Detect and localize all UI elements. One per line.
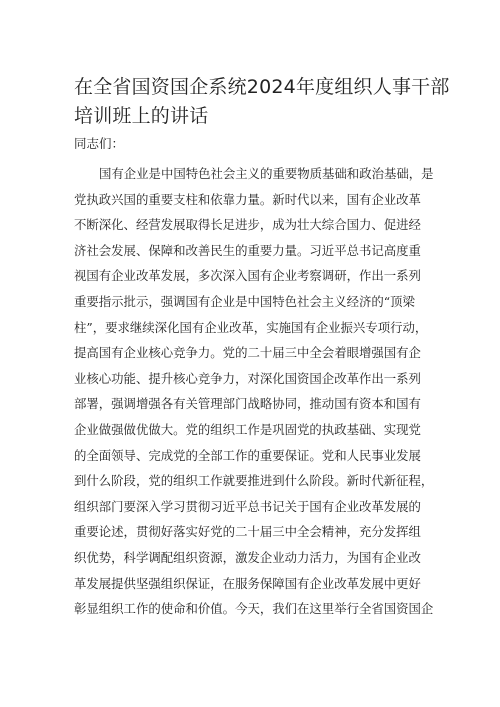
- body-line: 的全面领导、完成党的全部工作的重要保证。党和人民事业发展: [74, 447, 421, 463]
- speech-body: [74, 161, 436, 622]
- body-line: 企业做强做优做大。党的组织工作是巩固党的执政基础、实现党: [74, 421, 421, 437]
- body-line: 织优势，科学调配组织资源，激发企业动力活力，为国有企业改: [74, 549, 421, 565]
- body-line: 革发展提供坚强组织保证，在服务保障国有企业改革发展中更好: [74, 575, 421, 591]
- body-line: 重要论述，贯彻好落实好党的二十届三中全会精神，充分发挥组: [74, 524, 421, 540]
- body-line: 国有企业是中国特色社会主义的重要物质基础和政治基础，是: [99, 166, 434, 181]
- document-title: [74, 73, 450, 131]
- body-line: 提高国有企业核心竞争力。党的二十届三中全会着眼增强国有企: [74, 345, 421, 361]
- body-line: 组织部门要深入学习贯彻习近平总书记关于国有企业改革发展的: [74, 498, 421, 514]
- body-line: 重要指示批示，强调国有企业是中国特色社会主义经济的“顶梁: [74, 293, 415, 309]
- body-line: 部署，强调增强各有关管理部门战略协同，推动国有资本和国有: [74, 396, 421, 412]
- body-line: 到什么阶段，党的组织工作就要推进到什么阶段。新时代新征程，: [74, 473, 434, 489]
- body-line: 柱”，要求继续深化国有企业改革，实施国有企业振兴专项行动，: [74, 319, 428, 335]
- title-line: 在全省国资国企系统2024年度组织人事干部: [74, 76, 450, 98]
- title-line: 培训班上的讲话: [74, 105, 209, 127]
- body-line: 业核心功能、提升核心竞争力，对深化国资国企改革作出一系列: [74, 370, 421, 386]
- body-line: 济社会发展、保障和改善民生的重要力量。习近平总书记高度重: [74, 242, 421, 258]
- body-line: 彰显组织工作的使命和价值。今天，我们在这里举行全省国资国企: [74, 601, 434, 617]
- body-line: 党执政兴国的重要支柱和依靠力量。新时代以来，国有企业改革: [74, 191, 421, 207]
- body-line: 视国有企业改革发展，多次深入国有企业考察调研，作出一系列: [74, 268, 421, 284]
- body-line: 不断深化、经营发展取得长足进步，成为壮大综合国力、促进经: [74, 217, 421, 233]
- salutation: 同志们：: [74, 136, 125, 151]
